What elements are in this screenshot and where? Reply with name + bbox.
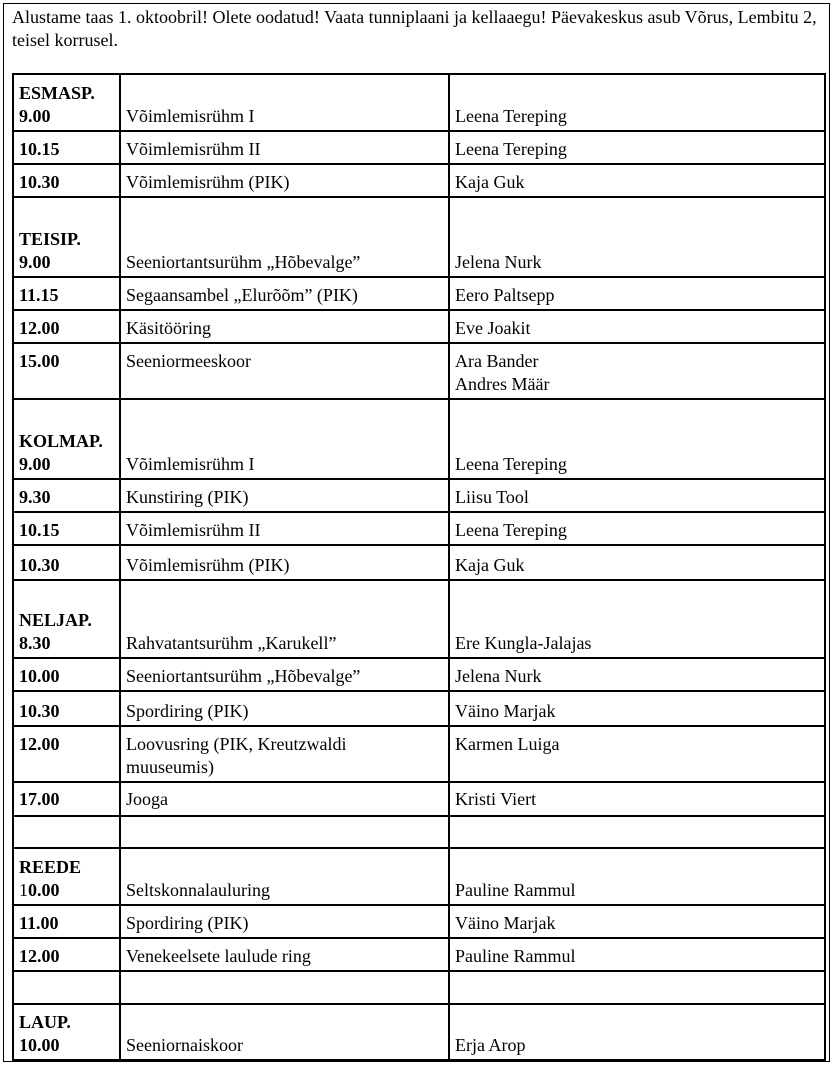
table-row [13,938,825,971]
table-row [13,905,825,938]
table-row [13,512,825,545]
activity-cell: Segaansambel „Elurõõm” (PIK) [120,277,449,310]
empty-cell [120,971,449,1004]
time-cell: 12.00 [13,938,120,971]
table-row [13,545,825,580]
activity-cell: Võimlemisrühm I [120,399,449,479]
leader-cell: Eve Joakit [449,310,825,343]
time-cell: 10.15 [13,512,120,545]
activity-cell: Võimlemisrühm (PIK) [120,545,449,580]
activity-cell [120,726,449,782]
time-cell [13,1004,120,1060]
empty-row [13,971,825,1004]
leader-cell: Väino Marjak [449,691,825,726]
table-row [13,782,825,816]
empty-cell [449,816,825,848]
time-cell [13,399,120,479]
table-row [13,658,825,691]
leader-cell: Liisu Tool [449,479,825,512]
time-cell: 11.15 [13,277,120,310]
time-cell: 11.00 [13,905,120,938]
day-label: NELJAP. [19,610,92,630]
activity-cell: Võimlemisrühm II [120,512,449,545]
activity-cell: Võimlemisrühm I [120,74,449,131]
leader-cell: Jelena Nurk [449,658,825,691]
table-row [13,848,825,905]
table-row [13,691,825,726]
leader-cell: Eero Paltsepp [449,277,825,310]
time-cell: 15.00 [13,343,120,399]
time-rest: 0.00 [28,880,60,900]
time-cell [13,74,120,131]
leader-cell: Leena Tereping [449,74,825,131]
time-label: 9.00 [19,252,51,272]
activity-cell: Seeniortantsurühm „Hõbevalge” [120,658,449,691]
leader-name: Ara Bander [455,351,539,371]
table-row [13,1004,825,1060]
leader-cell: Leena Tereping [449,399,825,479]
table-row [13,164,825,197]
leader-cell: Pauline Rammul [449,848,825,905]
activity-line: muuseumis) [126,757,214,777]
table-row [13,580,825,658]
leader-cell: Karmen Luiga [449,726,825,782]
day-label: REEDE [19,857,82,877]
intro-text: Alustame taas 1. oktoobril! Olete oodatud! Vaata tunniplaani ja kellaaegu! Päevakeskus asub Võrus, Lembitu 2, teisel korrusel. [12,7,817,50]
leader-cell: Leena Tereping [449,512,825,545]
activity-cell: Venekeelsete laulude ring [120,938,449,971]
table-row [13,726,825,782]
empty-cell [13,816,120,848]
leader-cell: Kaja Guk [449,545,825,580]
table-row [13,479,825,512]
time-label: 10.00 [19,1035,60,1055]
time-cell [13,197,120,277]
time-label: 8.30 [19,633,51,653]
table-row [13,343,825,399]
table-row [13,197,825,277]
time-label: 9.00 [19,106,51,126]
activity-cell: Käsitööring [120,310,449,343]
time-cell: 10.15 [13,131,120,164]
leader-cell: Jelena Nurk [449,197,825,277]
time-cell: 10.00 [13,658,120,691]
leader-cell: Leena Tereping [449,131,825,164]
time-cell: 10.30 [13,545,120,580]
empty-cell [13,971,120,1004]
activity-cell: Seltskonnalauluring [120,848,449,905]
day-label: LAUP. [19,1012,71,1032]
time-cell: 12.00 [13,310,120,343]
activity-line: Loovusring (PIK, Kreutzwaldi [126,734,347,754]
activity-cell: Rahvatantsurühm „Karukell” [120,580,449,658]
table-row [13,131,825,164]
activity-cell: Võimlemisrühm II [120,131,449,164]
leader-cell: Pauline Rammul [449,938,825,971]
schedule-table [12,73,826,1061]
table-row [13,277,825,310]
activity-cell: Seeniormeeskoor [120,343,449,399]
leader-cell: Kaja Guk [449,164,825,197]
time-cell: 17.00 [13,782,120,816]
time-cell: 12.00 [13,726,120,782]
activity-cell: Võimlemisrühm (PIK) [120,164,449,197]
empty-cell [449,971,825,1004]
leader-cell: Väino Marjak [449,905,825,938]
day-label: KOLMAP. [19,431,103,451]
time-label [19,879,114,902]
table-row [13,399,825,479]
leader-name: Andres Määr [455,374,550,394]
leader-cell: Kristi Viert [449,782,825,816]
time-cell [13,580,120,658]
activity-cell: Kunstiring (PIK) [120,479,449,512]
time-label: 9.00 [19,454,51,474]
activity-cell: Spordiring (PIK) [120,905,449,938]
time-cell: 10.30 [13,691,120,726]
activity-cell: Seeniornaiskoor [120,1004,449,1060]
time-cell [13,848,120,905]
time-prefix: 1 [19,880,28,900]
leader-cell: Erja Arop [449,1004,825,1060]
leader-cell [449,343,825,399]
activity-cell: Spordiring (PIK) [120,691,449,726]
time-cell: 9.30 [13,479,120,512]
empty-cell [120,816,449,848]
activity-cell: Seeniortantsurühm „Hõbevalge” [120,197,449,277]
table-row [13,74,825,131]
leader-cell: Ere Kungla-Jalajas [449,580,825,658]
day-label: TEISIP. [19,229,81,249]
activity-cell: Jooga [120,782,449,816]
table-row [13,310,825,343]
time-cell: 10.30 [13,164,120,197]
empty-row [13,816,825,848]
day-label: ESMASP. [19,83,95,103]
